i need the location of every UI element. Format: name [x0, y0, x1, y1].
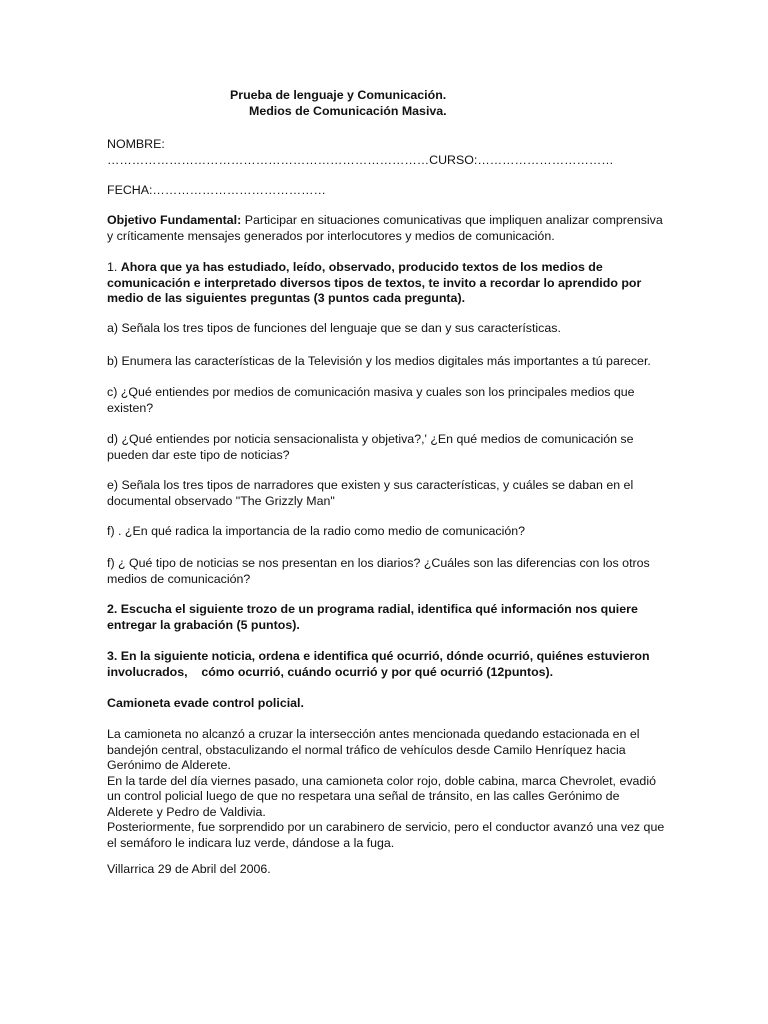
news-headline: Camioneta evade control policial.: [107, 696, 304, 710]
news-paragraph-3: Posteriormente, fue sorprendido por un carabinero de servicio, pero el conductor avanzó una vez que el semáforo le indicara luz verde, dándose a la fuga.: [107, 820, 665, 850]
nombre-label: NOMBRE:: [107, 137, 165, 151]
subquestion-f2: f) ¿ Qué tipo de noticias se nos presentan en los diarios? ¿Cuáles son las diferencias con los otros medios de comunicación?: [107, 556, 650, 586]
question-1: [107, 260, 667, 307]
subquestion-b: b) Enumera las características de la Televisión y los medios digitales más importantes a tú parecer.: [107, 354, 651, 368]
objective-label: Objetivo Fundamental:: [107, 213, 242, 227]
exam-subtitle: Medios de Comunicación Masiva.: [249, 104, 447, 118]
fecha-line: FECHA:……………………………………: [107, 183, 326, 197]
subquestion-a: a) Señala los tres tipos de funciones del lenguaje que se dan y sus características.: [107, 321, 561, 335]
subquestion-c: c) ¿Qué entiendes por medios de comunicación masiva y cuales son los principales medios que existen?: [107, 385, 635, 415]
question-1-number: 1.: [107, 260, 121, 274]
subquestion-e: e) Señala los tres tipos de narradores que existen y sus características, y cuáles se daban en el documental observado "The Grizzly Man": [107, 478, 634, 508]
question-1-text: Ahora que ya has estudiado, leído, observado, producido textos de los medios de comunicación e interpretado diversos tipos de textos, te invito a recordar lo aprendido por medio de las siguientes preguntas (3 puntos cada pregunta).: [107, 260, 642, 305]
news-paragraph-1: La camioneta no alcanzó a cruzar la intersección antes mencionada quedando estacionada en el bandejón central, obstaculizando el normal tráfico de vehículos desde Camilo Henríquez hacia Gerónimo de Alderete.: [107, 727, 640, 772]
news-dateline: Villarrica 29 de Abril del 2006.: [107, 862, 271, 876]
question-2: 2. Escucha el siguiente trozo de un programa radial, identifica qué información nos quiere entregar la grabación (5 puntos).: [107, 602, 638, 632]
question-3: 3. En la siguiente noticia, ordena e identifica qué ocurrió, dónde ocurrió, quiénes estuvieron involucrados, cómo ocurrió, cuándo ocurrió y por qué ocurrió (12puntos).: [107, 649, 653, 679]
subquestion-d: d) ¿Qué entiendes por noticia sensacionalista y objetiva?,' ¿En qué medios de comunicación se pueden dar este tipo de noticias?: [107, 432, 634, 462]
news-body: [107, 727, 667, 851]
subquestion-f1: f) . ¿En qué radica la importancia de la radio como medio de comunicación?: [107, 524, 526, 538]
news-paragraph-2: En la tarde del día viernes pasado, una camioneta color rojo, doble cabina, marca Chevrolet, evadió un control policial luego de que no respetara una señal de tránsito, en las calles Gerónimo de Alderete y Pedro de Valdivia.: [107, 773, 656, 819]
exam-title: Prueba de lenguaje y Comunicación.: [230, 88, 447, 102]
nombre-curso-line: ……………………………………………………………………CURSO:……………………………: [107, 153, 614, 167]
objective-paragraph: [107, 213, 667, 244]
objective-text: Participar en situaciones comunicativas que impliquen analizar comprensiva y críticamente mensajes generados por interlocutores y medios de comunicación.: [107, 213, 663, 243]
